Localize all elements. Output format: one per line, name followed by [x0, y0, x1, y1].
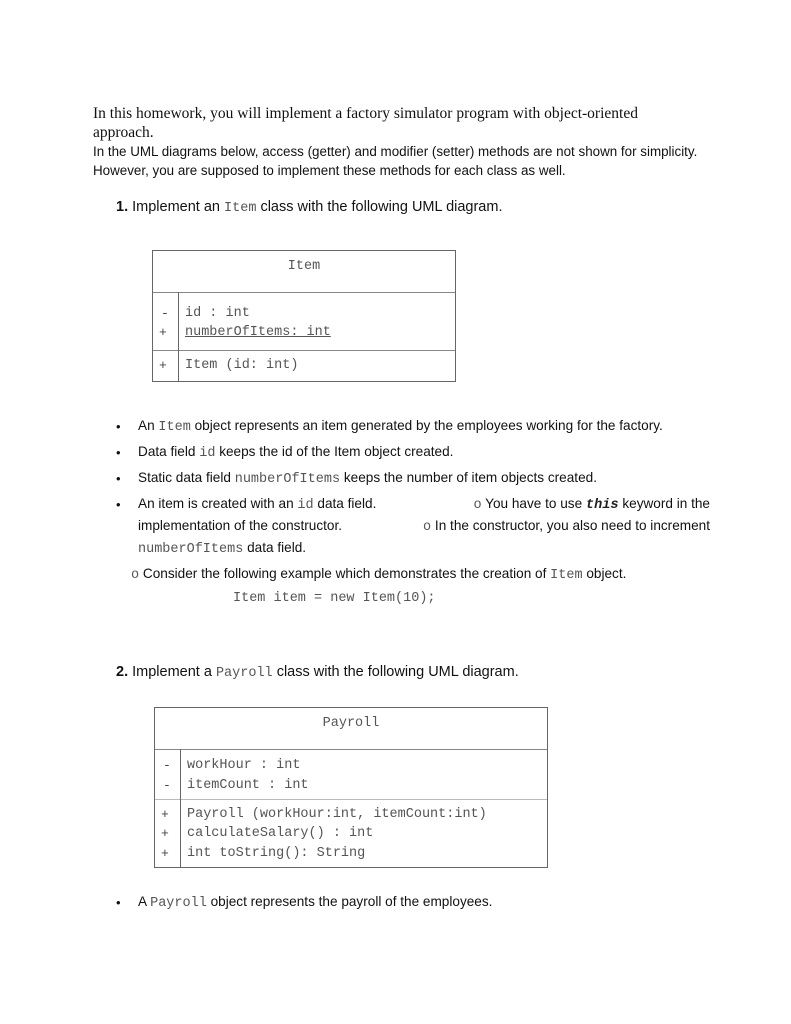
intro-line-3: In the UML diagrams below, access (getter) and modifier (setter) methods are not shown for simplicity.: [93, 144, 698, 159]
bullet-constructor-line-1: An item is created with an id data field. o You have to use this keyword in the: [138, 496, 710, 513]
intro-line-4: However, you are supposed to implement these methods for each class as well.: [93, 163, 566, 178]
uml-method: calculateSalary() : int: [187, 826, 374, 841]
uml-attribute: id : int: [185, 306, 250, 321]
bullet-icon: •: [116, 445, 121, 460]
uml-static-attribute: numberOfItems: int: [185, 325, 331, 340]
item-uml-diagram: [152, 250, 456, 382]
uml-attribute: itemCount : int: [187, 778, 309, 793]
uml-method: int toString(): String: [187, 846, 366, 861]
code-example: Item item = new Item(10);: [233, 591, 436, 606]
uml-class-name: Payroll: [322, 716, 380, 731]
visibility-public: +: [161, 846, 169, 861]
bullet-payroll-desc: A Payroll object represents the payroll of the employees.: [138, 894, 493, 911]
visibility-private: -: [163, 758, 171, 773]
uml-method: Item (id: int): [185, 358, 299, 373]
bullet-icon: •: [116, 419, 121, 434]
bullet-static-desc: Static data field numberOfItems keeps the number of item objects created.: [138, 470, 597, 487]
bullet-icon: •: [116, 471, 121, 486]
visibility-private: -: [163, 778, 171, 793]
bullet-icon: •: [116, 497, 121, 512]
bullet-constructor-line-2: implementation of the constructor. o In the constructor, you also need to increment: [138, 518, 710, 535]
intro-line-2: approach.: [93, 124, 154, 141]
uml-method: Payroll (workHour:int, itemCount:int): [187, 807, 487, 822]
bullet-item-desc: An Item object represents an item generated by the employees working for the factory.: [138, 418, 663, 435]
bullet-icon: •: [116, 895, 121, 910]
section-1-heading: 1. Implement an Item class with the following UML diagram.: [116, 199, 503, 216]
visibility-public: +: [159, 358, 167, 373]
visibility-private: -: [161, 306, 169, 321]
bullet-constructor-line-3: numberOfItems data field.: [138, 540, 307, 557]
section-2-heading: 2. Implement a Payroll class with the following UML diagram.: [116, 664, 519, 681]
bullet-id-desc: Data field id keeps the id of the Item object created.: [138, 444, 454, 461]
visibility-public: +: [159, 325, 167, 340]
payroll-uml-diagram: [154, 707, 548, 868]
intro-line-1: In this homework, you will implement a factory simulator program with object-oriented: [93, 105, 638, 122]
uml-class-name: Item: [287, 259, 321, 274]
example-note: o Consider the following example which demonstrates the creation of Item object.: [131, 566, 627, 583]
visibility-public: +: [161, 826, 169, 841]
uml-attribute: workHour : int: [187, 758, 301, 773]
visibility-public: +: [161, 807, 169, 822]
